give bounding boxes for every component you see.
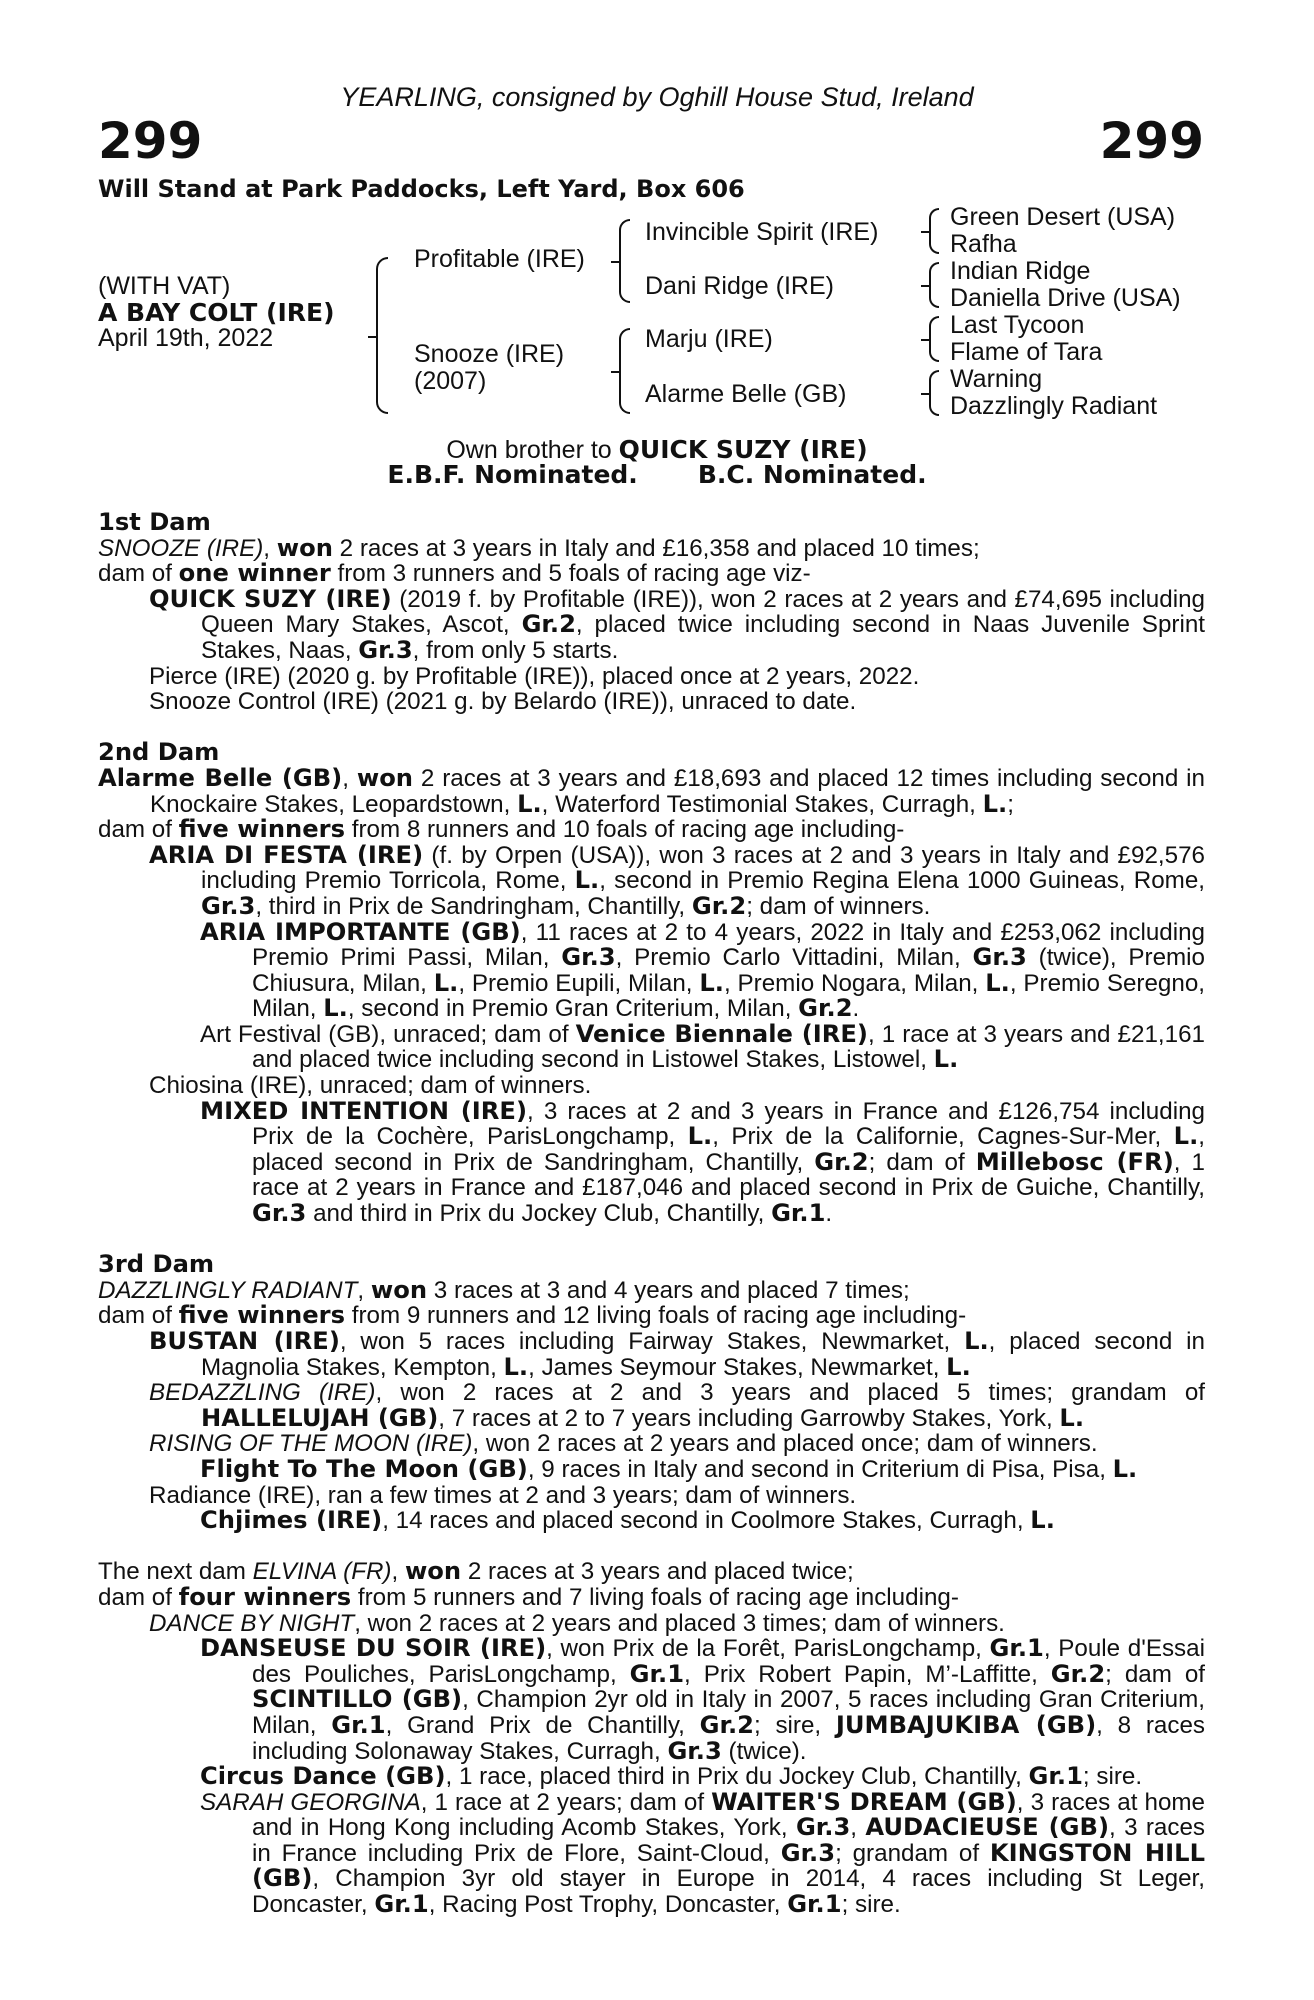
pedigree-dam-sire: Marju (IRE) bbox=[645, 325, 773, 353]
progeny-snooze-control: Snooze Control (IRE) (2021 g. by Belardo (IRE)), unraced to date. bbox=[149, 688, 857, 716]
progeny-flight-to-the-moon: Flight To The Moon (GB), 9 races in Italy and second in Criterium di Pisa, Pisa, L. bbox=[200, 1454, 1138, 1483]
dam-summary-dazzlingly-radiant: dam of five winners from 9 runners and 12 living foals of racing age including- bbox=[98, 1301, 967, 1330]
brace-sire-line bbox=[619, 219, 630, 303]
section-heading-1st-dam: 1st Dam bbox=[98, 508, 211, 536]
pedigree-dam: Snooze (IRE) bbox=[414, 340, 565, 368]
progeny-circus-dance: Circus Dance (GB), 1 race, placed third in Prix du Jockey Club, Chantilly, Gr.1; sire. bbox=[200, 1762, 1143, 1791]
pedigree-dam-dam: Alarme Belle (GB) bbox=[645, 380, 847, 408]
pedigree-sds: Indian Ridge bbox=[950, 257, 1091, 285]
progeny-dance-by-night: DANCE BY NIGHT, won 2 races at 2 years and placed 3 times; dam of winners. bbox=[149, 1609, 1005, 1637]
dam-summary-alarme-belle: dam of five winners from 8 runners and 10 foals of racing age including- bbox=[98, 815, 905, 844]
progeny-chjimes: Chjimes (IRE), 14 races and placed second in Coolmore Stakes, Curragh, L. bbox=[200, 1506, 1055, 1535]
stand-location: Will Stand at Park Paddocks, Left Yard, Box 606 bbox=[98, 175, 745, 203]
pedigree-dss: Last Tycoon bbox=[950, 311, 1085, 339]
foaling-date: April 19th, 2022 bbox=[98, 324, 274, 352]
own-brother-name: QUICK SUZY (IRE) bbox=[618, 435, 868, 464]
dam-entry-elvina: The next dam ELVINA (FR), won 2 races at 3 years and placed twice; bbox=[98, 1557, 854, 1586]
subject-name: A BAY COLT (IRE) bbox=[98, 298, 335, 327]
pedigree-sire: Profitable (IRE) bbox=[414, 245, 585, 273]
progeny-aria-importante: ARIA IMPORTANTE (GB), 11 races at 2 to 4 years, 2022 in Italy and £253,062 including Premio Primi Passi, Milan, Gr.3, Premio Carlo Vittadini, Milan, Gr.3 (twice), Premio Chiusura, Milan, L., Premio Eupili, Milan, L., Premio Nogara, Milan, L., Premio Seregno, Milan, L., second in Premio Gran Criterium, Milan, Gr.2. bbox=[200, 917, 1205, 1023]
progeny-pierce: Pierce (IRE) (2020 g. by Profitable (IRE)), placed once at 2 years, 2022. bbox=[149, 662, 920, 690]
pedigree-dsd: Flame of Tara bbox=[950, 338, 1103, 366]
progeny-rising-of-the-moon: RISING OF THE MOON (IRE), won 2 races at 2 years and placed once; dam of winners. bbox=[149, 1430, 1098, 1458]
progeny-aria-di-festa: ARIA DI FESTA (IRE) (f. by Orpen (USA)), won 3 races at 2 and 3 years in Italy and £92,576 including Premio Torricola, Rome, L., second in Premio Regina Elena 1000 Guineas, Rome, Gr.3, third in Prix de Sandringham, Chantilly, Gr.2; dam of winners. bbox=[149, 840, 1205, 920]
dam-summary-snooze: dam of one winner from 3 runners and 5 foals of racing age viz- bbox=[98, 559, 811, 588]
progeny-mixed-intention: MIXED INTENTION (IRE), 3 races at 2 and 3 years in France and £126,754 including Prix de la Cochère, ParisLongchamp, L., Prix de la Californie, Cagnes-Sur-Mer, L., placed second in Prix de Sandringham, Chantilly, Gr.2; dam of Millebosc (FR), 1 race at 2 years in France and £187,046 and placed second in Prix de Guiche, Chantilly, Gr.3 and third in Prix du Jockey Club, Chantilly, Gr.1. bbox=[200, 1096, 1205, 1228]
dam-entry-snooze: SNOOZE (IRE), won 2 races at 3 years in Italy and £16,358 and placed 10 times; bbox=[98, 533, 980, 562]
section-heading-2nd-dam: 2nd Dam bbox=[98, 738, 220, 767]
brace-sire-dam bbox=[376, 257, 388, 414]
pedigree-sire-sire: Invincible Spirit (IRE) bbox=[645, 218, 879, 246]
produce-record bbox=[98, 510, 1205, 1918]
progeny-art-festival: Art Festival (GB), unraced; dam of Venice Biennale (IRE), 1 race at 3 years and £21,161 and placed twice including second in Listowel Stakes, Listowel, L. bbox=[200, 1019, 1205, 1074]
progeny-bedazzling: BEDAZZLING (IRE), won 2 races at 2 and 3 years and placed 5 times; grandam of HALLELUJAH (GB), 7 races at 2 to 7 years including Garrowby Stakes, York, L. bbox=[149, 1379, 1205, 1432]
progeny-danseuse-du-soir: DANSEUSE DU SOIR (IRE), won Prix de la Forêt, ParisLongchamp, Gr.1, Poule d'Essai des Pouliches, ParisLongchamp, Gr.1, Prix Robert Papin, M’-Laffitte, Gr.2; dam of SCINTILLO (GB), Champion 2yr old in Italy in 2007, 5 races including Gran Criterium, Milan, Gr.1, Grand Prix de Chantilly, Gr.2; sire, JUMBAJUKIBA (GB), 8 races including Solonaway Stakes, Curragh, Gr.3 (twice). bbox=[200, 1634, 1205, 1765]
section-heading-3rd-dam: 3rd Dam bbox=[98, 1250, 215, 1279]
bc-nominated: B.C. Nominated. bbox=[697, 460, 927, 489]
pedigree-ssd: Rafha bbox=[950, 230, 1017, 258]
pedigree-sire-dam: Dani Ridge (IRE) bbox=[645, 272, 834, 300]
progeny-bustan: BUSTAN (IRE), won 5 races including Fairway Stakes, Newmarket, L., placed second in Magnolia Stakes, Kempton, L., James Seymour Stakes, Newmarket, L. bbox=[149, 1327, 1205, 1381]
progeny-chiosina: Chiosina (IRE), unraced; dam of winners. bbox=[149, 1072, 592, 1100]
pedigree-sdd: Daniella Drive (USA) bbox=[950, 284, 1181, 312]
vat-note: (WITH VAT) bbox=[98, 272, 231, 300]
dam-summary-elvina: dam of four winners from 5 runners and 7 living foals of racing age including- bbox=[98, 1582, 959, 1611]
pedigree-dam-year: (2007) bbox=[414, 367, 487, 395]
consignor-line: YEARLING, consigned by Oghill House Stud, Ireland bbox=[340, 82, 974, 112]
own-brother-note: Own brother to QUICK SUZY (IRE) bbox=[446, 435, 868, 464]
brace-g4 bbox=[929, 370, 939, 416]
pedigree-sss: Green Desert (USA) bbox=[950, 203, 1176, 231]
progeny-radiance: Radiance (IRE), ran a few times at 2 and 3 years; dam of winners. bbox=[149, 1481, 857, 1509]
brace-dam-line bbox=[619, 328, 630, 414]
dam-entry-alarme-belle: Alarme Belle (GB), won 2 races at 3 years and £18,693 and placed 12 times including second in Knockaire Stakes, Leopardstown, L., Waterford Testimonial Stakes, Curragh, L.; bbox=[98, 763, 1205, 818]
nominations bbox=[0, 460, 1314, 489]
dam-entry-dazzlingly-radiant: DAZZLINGLY RADIANT, won 3 races at 3 and 4 years and placed 7 times; bbox=[98, 1275, 910, 1304]
pedigree-dds: Warning bbox=[950, 365, 1043, 393]
lot-number-left: 299 bbox=[98, 112, 203, 170]
progeny-quick-suzy: QUICK SUZY (IRE) (2019 f. by Profitable (IRE)), won 2 races at 2 years and £74,695 including Queen Mary Stakes, Ascot, Gr.2, placed twice including second in Naas Juvenile Sprint Stakes, Naas, Gr.3, from only 5 starts. bbox=[149, 584, 1205, 664]
progeny-sarah-georgina: SARAH GEORGINA, 1 race at 2 years; dam of WAITER'S DREAM (GB), 3 races at home and in Hong Kong including Acomb Stakes, York, Gr.3, AUDACIEUSE (GB), 3 races in France including Prix de Flore, Saint-Cloud, Gr.3; grandam of KINGSTON HILL (GB), Champion 3yr old stayer in Europe in 2014, 4 races including St Leger, Doncaster, Gr.1, Racing Post Trophy, Doncaster, Gr.1; sire. bbox=[200, 1787, 1205, 1919]
brace-g1 bbox=[929, 208, 939, 254]
brace-g2 bbox=[929, 262, 939, 308]
pedigree-ddd: Dazzlingly Radiant bbox=[950, 392, 1158, 420]
lot-number-right: 299 bbox=[1099, 112, 1204, 170]
brace-g3 bbox=[929, 316, 939, 362]
ebf-nominated: E.B.F. Nominated. bbox=[387, 460, 638, 489]
